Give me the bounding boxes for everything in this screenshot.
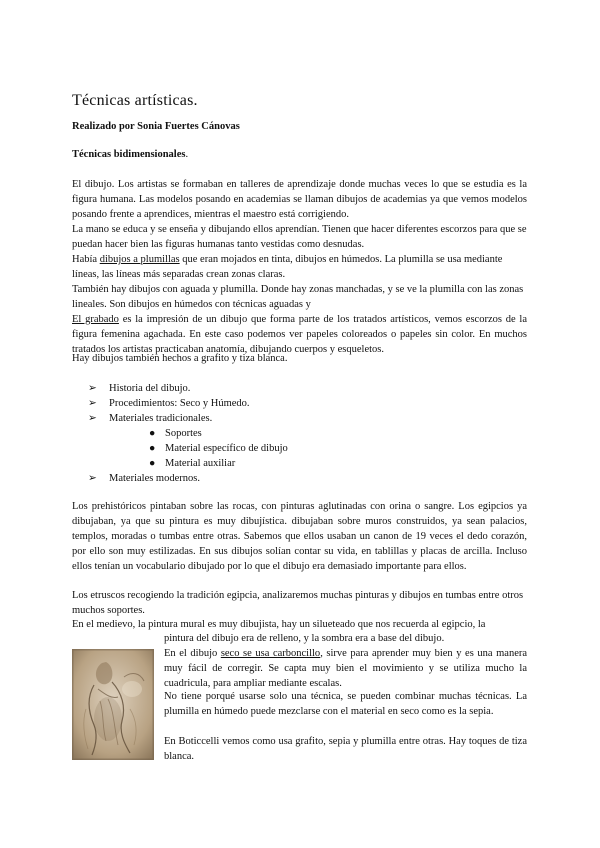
sub-list-item-label: Material auxiliar [165, 458, 236, 469]
sub-list [109, 426, 288, 471]
arrow-bullet-icon: ➢ [88, 398, 97, 409]
author-line: Realizado por Sonia Fuertes Cánovas [72, 121, 240, 132]
paragraph-medievo-cont: pintura del dibujo era de relleno, y la sombra era a base del dibujo. [164, 633, 445, 644]
sub-list-item [149, 441, 288, 456]
paragraph-dibujo: El dibujo. Los artistas se formaban en talleres de aprendizaje donde muchas veces lo que se estudia es la figura humana. Las modelos posando en academias se llaman dibujos de academias ya que vemos modelos posando frente a aprendices, mientras el maestro está corrigiendo. [72, 179, 527, 220]
sub-list-item [149, 456, 288, 471]
sketch-figure-icon [72, 649, 154, 760]
sub-list-item [149, 426, 288, 441]
paragraph-combinar: No tiene porqué usarse solo una técnica, se pueden combinar muchas técnicas. La plumilla en húmedo puede mezclarse con el material en seco como es la sepia. [164, 691, 527, 717]
arrow-bullet-icon: ➢ [88, 383, 97, 394]
list-item-label: Historia del dibujo. [109, 383, 191, 394]
list-item-label: Procedimientos: Seco y Húmedo. [109, 398, 250, 409]
grabado-after: es la impresión de un dibujo que forma parte de los tratados artísticos, vemos escorzos de la figura femenina agachada. En este caso podemos ver papeles coloreados o papeles sin color. En muchos tratados los artistas practicaban anatomía, dibujando cuerpos y esqueletos. [72, 314, 527, 355]
list-item [88, 411, 288, 471]
dot-bullet-icon: ● [149, 428, 156, 439]
plumilla-after: que eran mojados en tinta, dibujos en húmedos. La plumilla se usa mediante líneas, las líneas más separadas crean zonas claras. [72, 254, 503, 280]
carboncillo-link[interactable]: seco se usa carboncillo [220, 648, 321, 659]
plumilla-before: Había [72, 254, 100, 265]
paragraph-seco [164, 646, 527, 691]
paragraph-grafito: Hay dibujos también hechos a grafito y tiza blanca. [72, 353, 288, 364]
list-item-label: Materiales tradicionales. [109, 413, 213, 424]
section-heading-text: Técnicas bidimensionales [72, 149, 186, 160]
drawing-image [72, 649, 154, 760]
sub-list-item-label: Soportes [165, 428, 202, 439]
paragraph-boticcelli: En Boticcelli vemos como usa grafito, sepia y plumilla entre otras. Hay toques de tiza blanca. [164, 736, 527, 762]
grabado-link[interactable]: El grabado [72, 314, 119, 325]
arrow-bullet-icon: ➢ [88, 413, 97, 424]
list-item [88, 396, 288, 411]
list-item [88, 471, 288, 486]
paragraph-aguada: También hay dibujos con aguada y plumilla. Donde hay zonas manchadas, y se ve la plumilla con las zonas lineales. Son dibujos en húmedos con técnicas aguadas y [72, 284, 524, 310]
list-item [88, 381, 288, 396]
paragraph-mano: La mano se educa y se enseña y dibujando ellos aprendían. Tienen que hacer diferentes escorzos para que se puedan hacer bien las figuras humanas tanto vestidas como desnudas. [72, 224, 527, 250]
section-heading [72, 149, 188, 160]
seco-before: En el dibujo [164, 648, 221, 659]
seco-after: , sirve para aprender muy bien y es una manera muy fácil de corregir. Se capta muy bien el movimiento y se utiliza mucho la cuadricula, para ampliar mediante escalas. [164, 648, 528, 689]
list-item-label: Materiales modernos. [109, 473, 200, 484]
document-title: Técnicas artísticas. [72, 92, 198, 109]
sub-list-item-label: Material específico de dibujo [165, 443, 288, 454]
arrow-bullet-icon: ➢ [88, 473, 97, 484]
dot-bullet-icon: ● [149, 443, 156, 454]
paragraph-prehistoricos: Los prehistóricos pintaban sobre las rocas, con pinturas aglutinadas con orina o sangre. Los egipcios ya dibujaban, ya que su pintura es muy dibujística. dibujaban sobre muros construidos, ya sean palacios, templos, moradas o tumbas entre otras. Sabemos que ellos usaban un canon de 19 veces el dedo corazón, por ello son muy estilizadas. En sus dibujos solían contar su vida, en tablillas y placas de arcilla. Incluso ellos tenían un vocabulario dibujado por lo que el dibujo era demasiado importante para ellos. [72, 501, 527, 572]
topics-list [88, 381, 288, 486]
dot-bullet-icon: ● [149, 458, 156, 469]
section-heading-period: . [185, 149, 189, 160]
plumilla-link[interactable]: dibujos a plumillas [99, 254, 180, 265]
paragraph-etruscos: Los etruscos recogiendo la tradición egipcia, analizaremos muchas pinturas y dibujos en tumbas entre otros muchos soportes. [72, 590, 524, 616]
paragraph-plumilla [72, 252, 527, 282]
paragraph-medievo: En el medievo, la pintura mural es muy dibujista, hay un silueteado que nos recuerda al egipcio, la [72, 619, 486, 630]
